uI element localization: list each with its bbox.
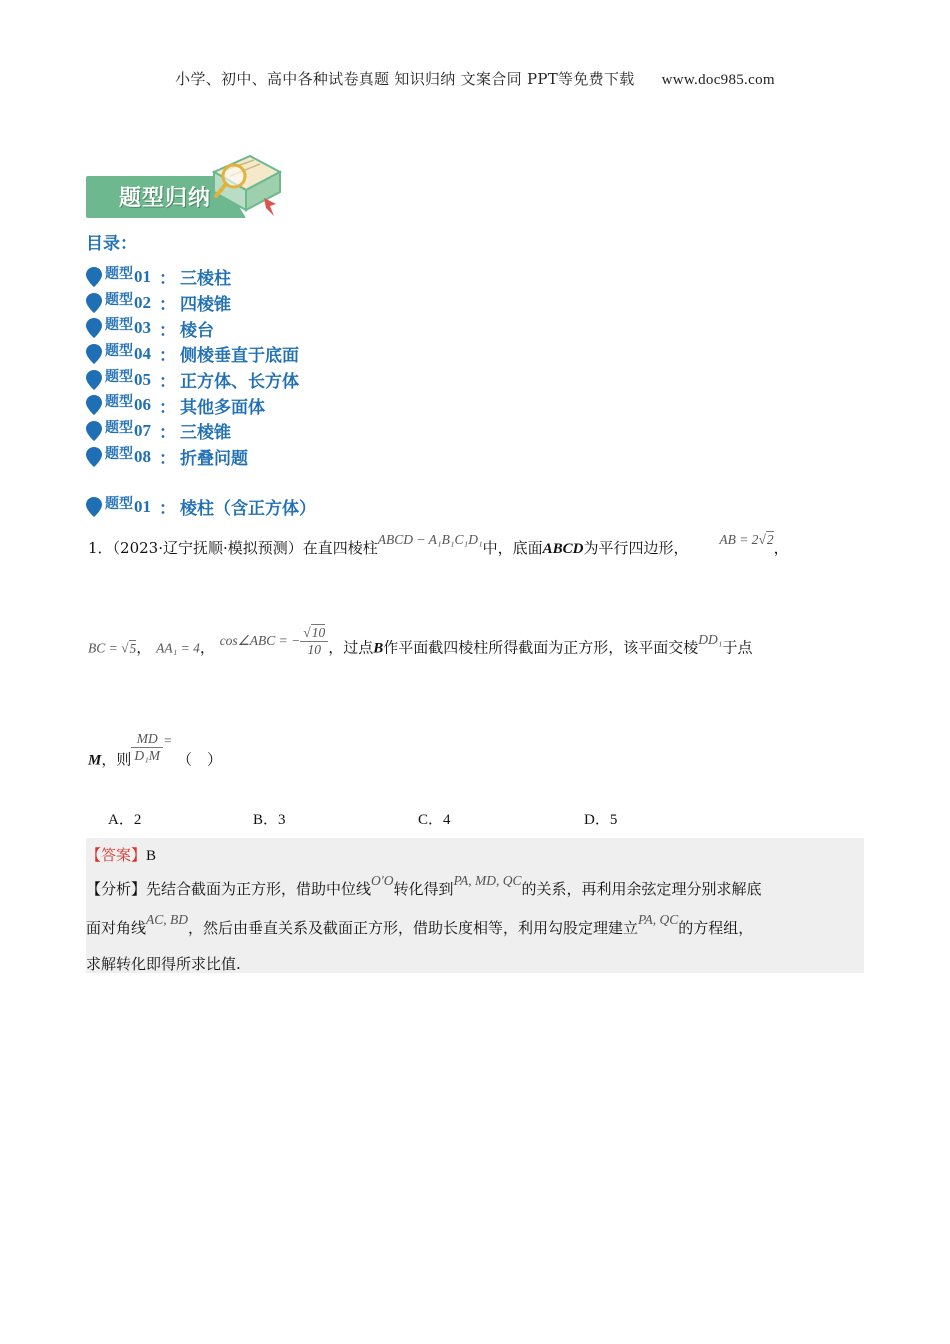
cos-fraction: [300, 625, 328, 658]
toc-type: 题型: [105, 342, 133, 359]
comma: ，: [773, 539, 789, 557]
header-site-link[interactable]: www.doc985.com: [661, 72, 775, 88]
aa1-formula: AA₁ = 4: [156, 640, 200, 656]
toc-list: [86, 264, 299, 470]
cos-num-radicand: 10: [311, 625, 326, 640]
comma: ，: [199, 638, 215, 657]
toc-sep: ：: [159, 423, 176, 444]
book-magnifier-icon: [206, 150, 286, 222]
toc-sep: ：: [159, 320, 176, 341]
toc-name: 折叠问题: [180, 449, 248, 470]
section-title: [86, 494, 316, 520]
question-text: 作平面截四棱柱所得截面为正方形，该平面交棱: [383, 638, 699, 657]
map-pin-icon: [86, 370, 102, 390]
toc-num: 04: [134, 343, 151, 363]
point-m: M: [88, 752, 102, 769]
toc-name: 三棱柱: [180, 269, 231, 290]
analysis-math: AC, BD: [146, 912, 189, 927]
section-sep: ：: [159, 499, 176, 520]
banner-title: 题型归纳: [118, 186, 211, 211]
ratio-formula: [131, 731, 173, 768]
section-name: 棱柱（含正方体）: [180, 499, 316, 520]
map-pin-icon: [86, 344, 102, 364]
map-pin-icon: [86, 497, 102, 517]
analysis-text: 转化得到: [393, 880, 454, 898]
toc-item-02[interactable]: [86, 290, 299, 316]
toc-name: 三棱锥: [180, 423, 231, 444]
ratio-numerator: MD: [131, 731, 163, 748]
analysis-line-1: [86, 873, 762, 899]
answer-blank: （ ）: [176, 750, 222, 769]
toc-name: 其他多面体: [180, 397, 265, 418]
question-text: 中，底面: [482, 539, 543, 557]
question-number: 1．: [88, 539, 113, 557]
analysis-text: 的关系，再利用余弦定理分别求解底: [521, 880, 762, 898]
point-b: B: [373, 640, 384, 657]
toc-sep: ：: [159, 269, 176, 290]
analysis-math: PA, QC: [638, 912, 679, 927]
toc-item-06[interactable]: [86, 392, 299, 418]
question-line-3: [88, 731, 222, 778]
section-num: 01: [134, 496, 151, 516]
analysis-text: ，然后由垂直关系及截面正方形，借助长度相等，利用勾股定理建立: [188, 919, 639, 937]
toc-type: 题型: [105, 368, 133, 385]
cos-left: cos∠ABC = −: [219, 632, 301, 648]
answer-panel: [86, 838, 864, 973]
toc-name: 正方体、长方体: [180, 372, 299, 393]
analysis-line-2: [86, 912, 754, 938]
header-text: 小学、初中、高中各种试卷真题 知识归纳 文案合同 PPT等免费下载: [175, 70, 635, 88]
question-text: 为平行四边形，: [583, 539, 689, 557]
section-type: 题型: [105, 495, 133, 512]
toc-num: 08: [134, 446, 151, 466]
question-text: ，则: [101, 750, 132, 769]
answer-tag: 【答案】: [86, 846, 147, 864]
toc-type: 题型: [105, 291, 133, 308]
cos-formula: [219, 625, 329, 657]
dd1-formula: DD₁: [698, 631, 723, 647]
toc-sep: ：: [159, 372, 176, 393]
ab-left: AB = 2: [719, 532, 759, 547]
answer-line: [86, 844, 156, 865]
toc-num: 05: [134, 369, 151, 389]
toc-num: 02: [134, 292, 151, 312]
toc-item-08[interactable]: [86, 444, 299, 470]
toc-type: 题型: [105, 317, 133, 334]
bc-left: BC =: [88, 640, 122, 656]
ratio-fraction: [131, 731, 163, 764]
analysis-math: PA, MD, QC: [453, 873, 522, 888]
toc-num: 01: [134, 266, 151, 286]
toc-item-01[interactable]: [86, 264, 299, 290]
map-pin-icon: [86, 318, 102, 338]
toc-type: 题型: [105, 445, 133, 462]
analysis-math: O′O: [371, 873, 394, 888]
toc-heading: 目录：: [86, 234, 137, 254]
section-banner: [86, 150, 281, 230]
toc-type: 题型: [105, 265, 133, 282]
map-pin-icon: [86, 421, 102, 441]
page-header: [0, 68, 950, 89]
cos-numerator: √10: [300, 625, 328, 642]
analysis-text: 的方程组，: [678, 919, 754, 937]
toc-name: 四棱锥: [180, 295, 231, 316]
option-c[interactable]: C．4: [418, 812, 451, 828]
toc-type: 题型: [105, 419, 133, 436]
toc-name: 侧棱垂直于底面: [180, 346, 299, 367]
analysis-text: 先结合截面为正方形，借助中位线: [146, 880, 372, 898]
question-text: 于点: [722, 638, 753, 657]
toc-sep: ：: [159, 346, 176, 367]
analysis-text: 求解转化即得所求比值.: [86, 955, 241, 973]
analysis-text: 面对角线: [86, 919, 147, 937]
toc-item-04[interactable]: [86, 341, 299, 367]
map-pin-icon: [86, 267, 102, 287]
toc-item-07[interactable]: [86, 418, 299, 444]
toc-item-05[interactable]: [86, 367, 299, 393]
option-d[interactable]: D．5: [584, 812, 618, 828]
toc-type: 题型: [105, 394, 133, 411]
bc-radicand: 5: [129, 640, 137, 656]
toc-num: 06: [134, 395, 151, 415]
ab-radicand: 2: [766, 532, 774, 547]
equals-sign: =: [163, 732, 173, 748]
toc-sep: ：: [159, 449, 176, 470]
cos-denominator: 10: [307, 642, 321, 657]
map-pin-icon: [86, 395, 102, 415]
map-pin-icon: [86, 293, 102, 313]
question-text: ，过点: [328, 638, 374, 657]
map-pin-icon: [86, 447, 102, 467]
toc-sep: ：: [159, 295, 176, 316]
ab-formula: AB = 2√2: [719, 532, 774, 547]
comma: ，: [136, 638, 152, 657]
toc-name: 棱台: [180, 320, 214, 341]
analysis-line-3: [86, 953, 241, 974]
question-line-2: [88, 625, 753, 666]
option-a[interactable]: A．2: [108, 812, 142, 828]
toc-item-03[interactable]: [86, 315, 299, 341]
ratio-denominator: D₁M: [134, 748, 161, 763]
toc-num: 03: [134, 318, 151, 338]
analysis-tag: 【分析】: [86, 880, 147, 898]
option-b[interactable]: B．3: [253, 812, 286, 828]
toc-sep: ：: [159, 397, 176, 418]
answer-value: B: [146, 848, 157, 864]
bc-formula: BC = √5: [88, 640, 137, 656]
prism-formula: ABCD − A₁B₁C₁D₁: [377, 532, 483, 547]
toc-num: 07: [134, 420, 151, 440]
question-line-1: [88, 532, 789, 558]
base-label: ABCD: [542, 541, 584, 557]
question-source: （2023·辽宁抚顺·模拟预测）在直四棱柱: [112, 539, 378, 557]
